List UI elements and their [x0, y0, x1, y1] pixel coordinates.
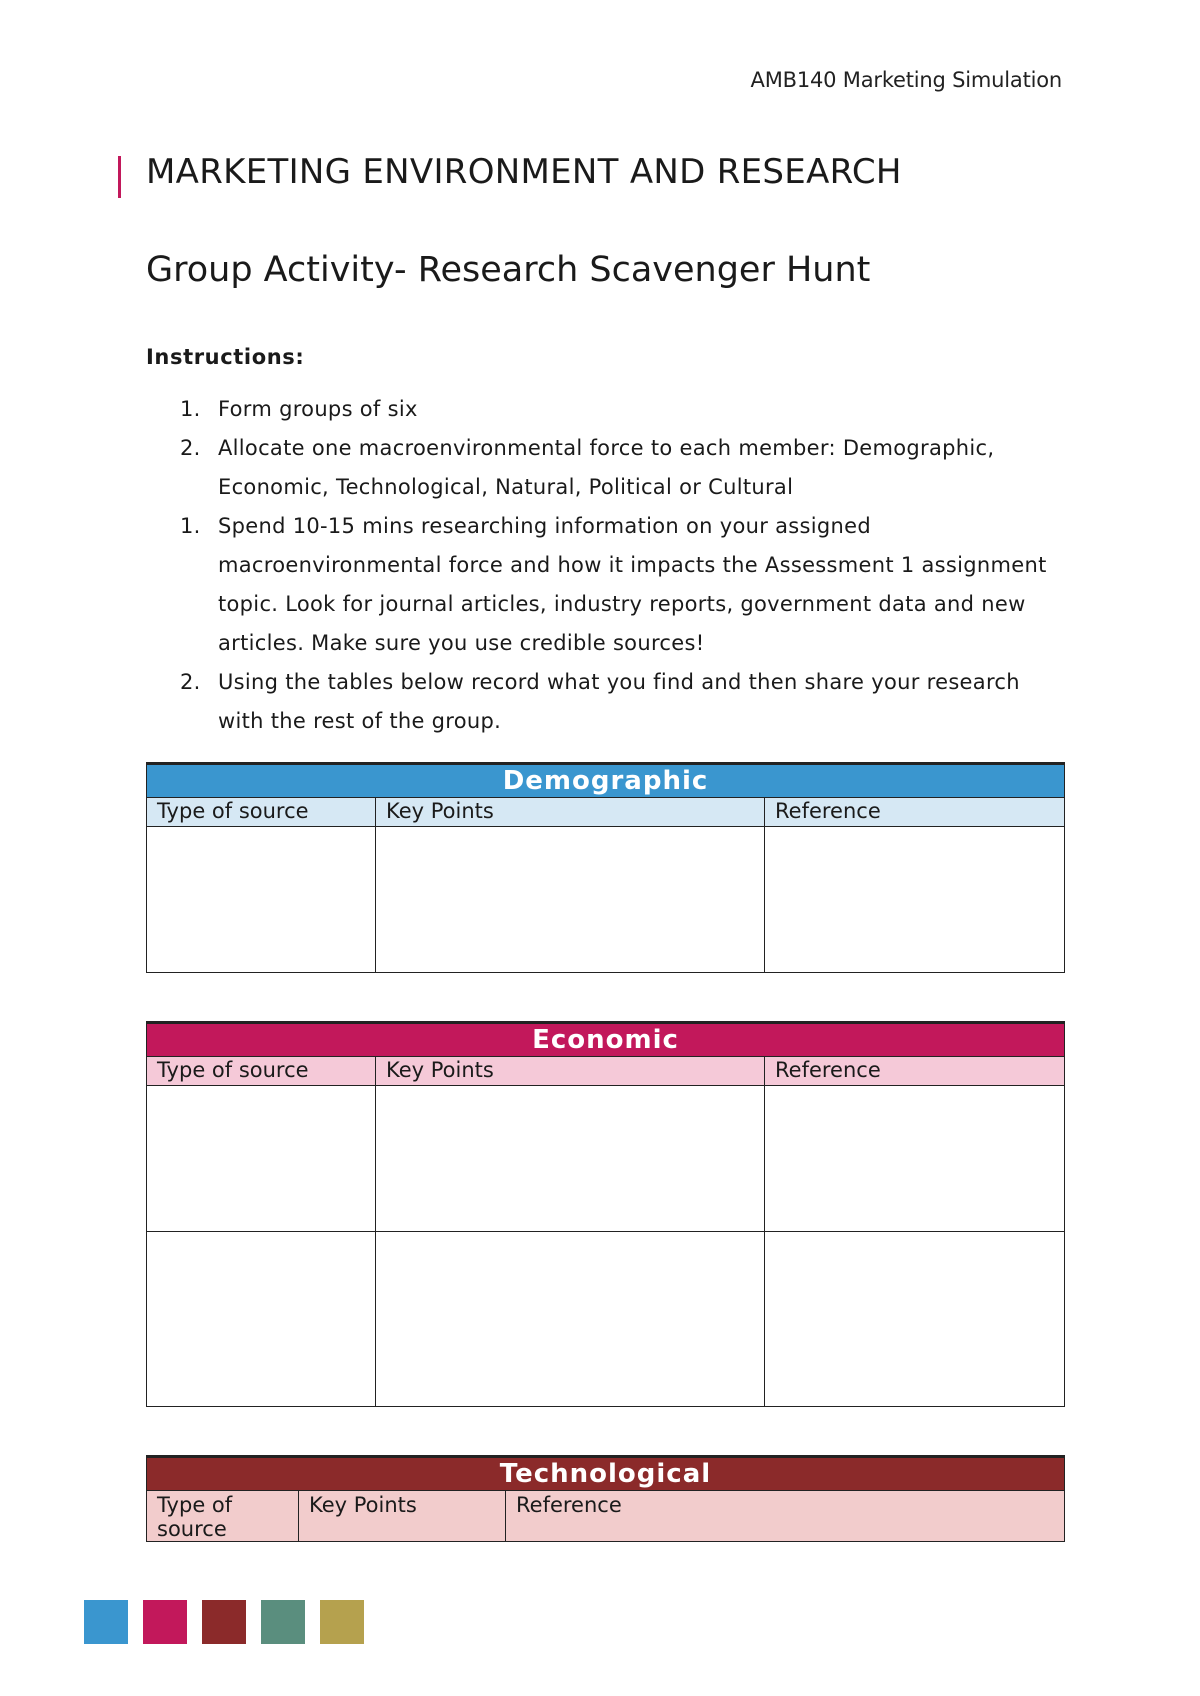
column-header: Key Points	[376, 1057, 765, 1086]
column-header: Key Points	[376, 798, 765, 827]
swatch-blue	[84, 1600, 128, 1644]
list-item-text: Spend 10-15 mins researching information on your assigned macroenvironmental force and how it impacts the Assessment 1 assignment topic. Look for journal articles, industry reports, government data and new articles. Make sure you use credible sources!	[218, 514, 1047, 655]
list-item	[146, 390, 1066, 429]
table-row	[147, 1232, 1065, 1407]
swatch-teal	[261, 1600, 305, 1644]
technological-table	[146, 1455, 1065, 1542]
key-points-cell[interactable]	[376, 1086, 765, 1232]
list-item-text: Allocate one macroenvironmental force to each member: Demographic, Economic, Technological, Natural, Political or Cultural	[218, 436, 995, 499]
economic-table	[146, 1021, 1065, 1407]
swatch-maroon	[202, 1600, 246, 1644]
table-heading: Technological	[147, 1457, 1065, 1491]
demographic-table	[146, 762, 1065, 973]
column-header: Reference	[765, 798, 1065, 827]
list-number: 1.	[180, 397, 201, 421]
list-item	[146, 663, 1066, 741]
list-item	[146, 507, 1066, 663]
swatch-olive	[320, 1600, 364, 1644]
instructions-heading: Instructions:	[146, 345, 305, 369]
table-row	[147, 827, 1065, 973]
column-header: Reference	[765, 1057, 1065, 1086]
column-header: Reference	[506, 1491, 1065, 1542]
column-header: Type of source	[147, 1057, 376, 1086]
key-points-cell[interactable]	[376, 1232, 765, 1407]
swatch-magenta	[143, 1600, 187, 1644]
table-heading: Demographic	[147, 764, 1065, 798]
list-item	[146, 429, 1066, 507]
list-number: 2.	[180, 436, 201, 460]
title-accent-bar	[118, 156, 121, 198]
column-header: Type of source	[147, 798, 376, 827]
running-header: AMB140 Marketing Simulation	[750, 68, 1062, 92]
list-number: 2.	[180, 670, 201, 694]
reference-cell[interactable]	[765, 1086, 1065, 1232]
key-points-cell[interactable]	[376, 827, 765, 973]
table-row	[147, 1086, 1065, 1232]
column-header: Key Points	[299, 1491, 506, 1542]
page-title: MARKETING ENVIRONMENT AND RESEARCH	[146, 152, 902, 192]
column-header: Type of source	[147, 1491, 299, 1542]
reference-cell[interactable]	[765, 827, 1065, 973]
list-number: 1.	[180, 514, 201, 538]
table-heading: Economic	[147, 1023, 1065, 1057]
source-cell[interactable]	[147, 827, 376, 973]
list-item-text: Using the tables below record what you find and then share your research with the rest of the group.	[218, 670, 1020, 733]
activity-subtitle: Group Activity- Research Scavenger Hunt	[146, 250, 871, 290]
instructions-list	[146, 390, 1066, 741]
source-cell[interactable]	[147, 1086, 376, 1232]
source-cell[interactable]	[147, 1232, 376, 1407]
reference-cell[interactable]	[765, 1232, 1065, 1407]
list-item-text: Form groups of six	[218, 397, 418, 421]
